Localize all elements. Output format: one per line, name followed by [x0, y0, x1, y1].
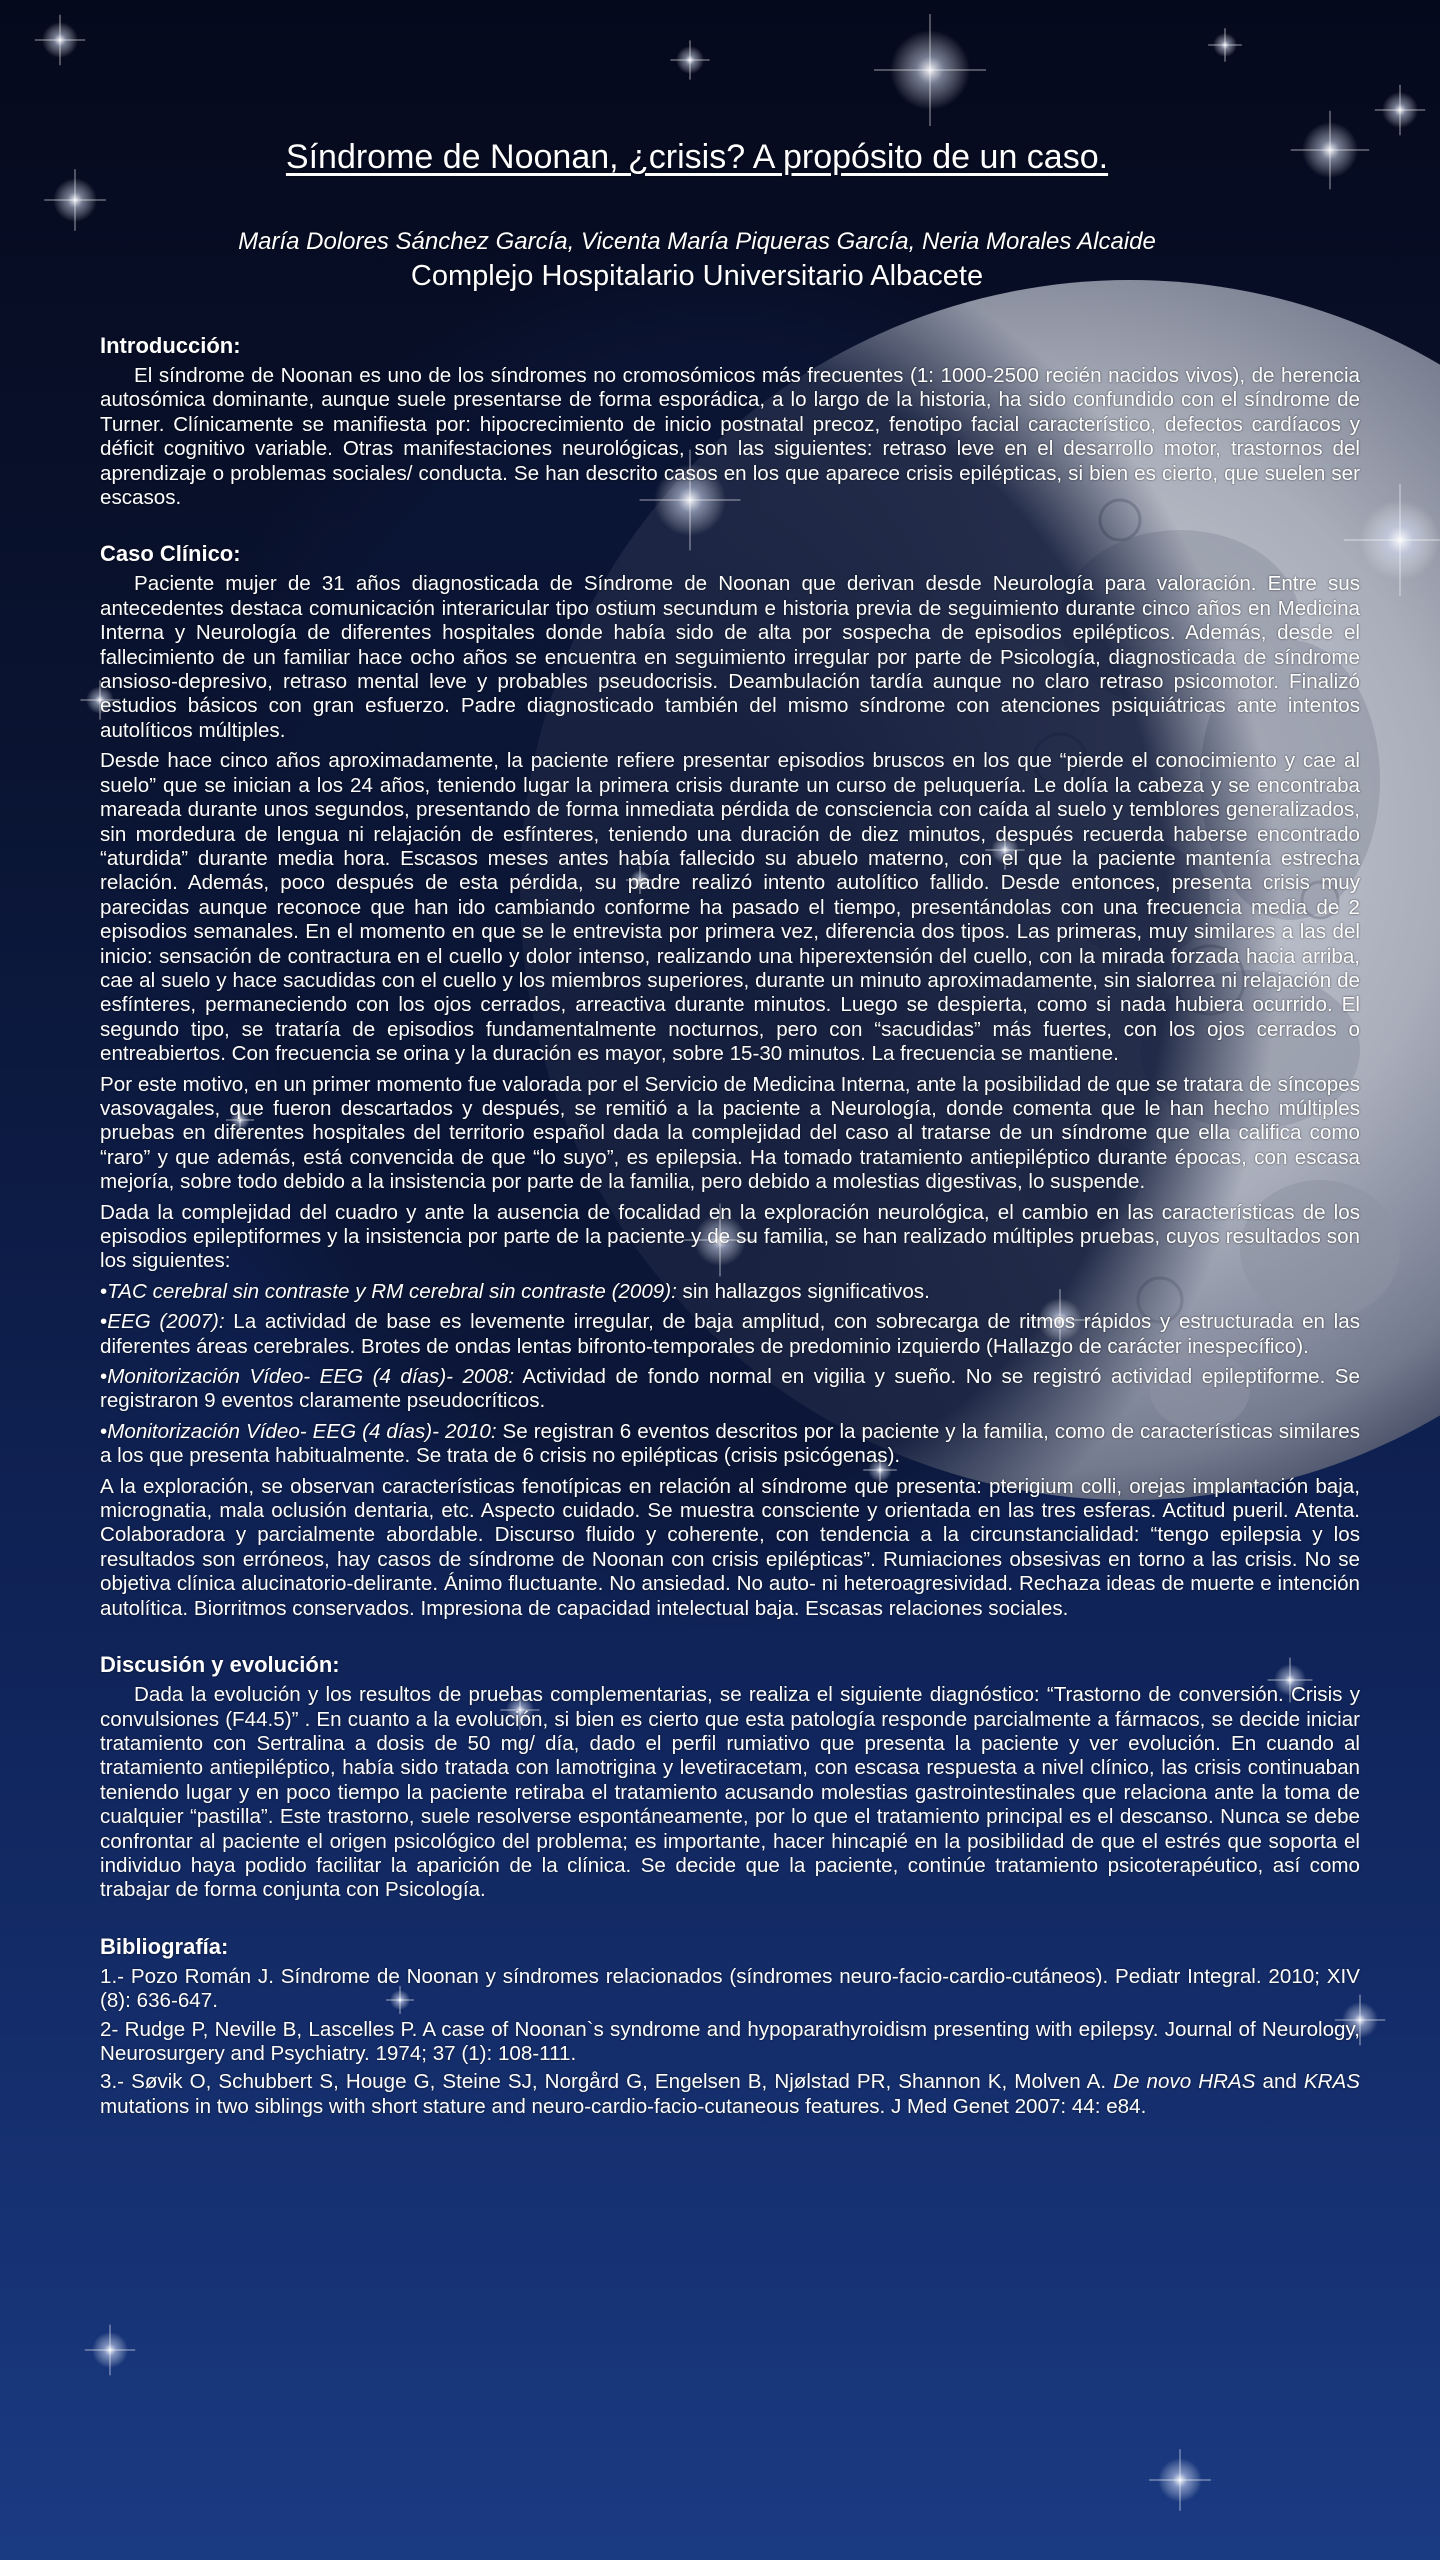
test-result-text: Actividad de fondo normal en vigilia y sueño. No se registró actividad epileptiforme. Se registraron 9 eventos claramente pseudocríticos.	[100, 1365, 1360, 1413]
test-result-label: EEG (2007):	[107, 1310, 225, 1334]
reference-italic: De novo HRAS	[1113, 2070, 1256, 2094]
case-paragraph: A la exploración, se observan características fenotípicas en relación al síndrome que presenta: pterigium colli, orejas implantación baja, micrognatia, mala oclusión dentaria, etc. Aspecto cuidado. Se muestra consciente y orientada en las tres esferas. Actitud pueril. Atenta. Colaboradora y parcialmente abordable. Discurso fluido y coherente, con tendencia a la circunstancialidad: “tengo epilepsia y los resultados son erróneos, hay casos de síndrome de Noonan con crisis epilépticas”. Rumiaciones obsesivas en torno a las crisis. No se objetiva clínica alucinatorio-delirante. Ánimo fluctuante. No ansiedad. No auto- ni heteroagresividad. Rechaza ideas de muerte e intención autolítica. Biorritmos conservados. Impresiona de capacidad intelectual baja. Escasas relaciones sociales.	[100, 1474, 1360, 1620]
test-result-text: Se registran 6 eventos descritos por la paciente y la familia, como de características similares a los que presenta habitualmente. Se trata de 6 crisis no epilépticas (crisis psicógenas).	[100, 1419, 1360, 1468]
poster	[100, 0, 1360, 2560]
test-result-item: •Monitorización Vídeo- EEG (4 días)- 2010: Se registran 6 eventos descritos por la paciente y la familia, como de características similares a los que presenta habitualmente. Se trata de 6 crisis no epilépticas (crisis psicógenas).	[100, 1419, 1360, 1468]
discussion-heading: Discusión y evolución:	[100, 1652, 340, 1678]
discussion-section	[100, 1651, 1360, 1903]
test-result-item: •EEG (2007): La actividad de base es levemente irregular, de baja amplitud, con sobrecarga de ritmos rápidos y estructurada en las diferentes áreas cerebrales. Brotes de ondas lentas bifronto-temporales de predominio izquierdo (Hallazgo de carácter inespecífico).	[100, 1310, 1360, 1358]
case-paragraph: Paciente mujer de 31 años diagnosticada de Síndrome de Noonan que derivan desde Neurología para valoración. Entre sus antecedentes destaca comunicación interaricular tipo ostium secundum e historia previa de seguimiento durante cinco años en Medicina Interna y Neurología de diferentes hospitales donde había sido de alta por sospecha de episodios epilépticos. Además, desde el fallecimiento de un familiar hace ocho años se encuentra en seguimiento irregular por parte de Psicología, diagnosticada de síndrome ansioso-depresivo, retraso mental leve y probables pseudocrisis. Deambulación tardía aunque no claro retraso psicomotor. Finalizó estudios básicos con gran esfuerzo. Padre diagnosticado también del mismo síndrome con atenciones psiquiátricas ante intentos autolíticos múltiples.	[100, 572, 1360, 742]
bibliography-heading: Bibliografía:	[100, 1933, 229, 1959]
poster-title: Síndrome de Noonan, ¿crisis? A propósito de un caso.	[285, 138, 1109, 176]
poster-body	[100, 332, 1360, 2149]
case-heading: Caso Clínico:	[100, 541, 241, 567]
case-section	[100, 540, 1360, 1621]
reference-italic: KRAS	[1303, 2070, 1360, 2094]
poster-institution: Complejo Hospitalario Universitario Albacete	[410, 260, 984, 292]
test-result-text: sin hallazgos significativos.	[676, 1279, 930, 1303]
case-paragraph: Desde hace cinco años aproximadamente, la paciente refiere presentar episodios bruscos en los que “pierde el conocimiento y cae al suelo” que se inician a los 24 años, teniendo lugar la primera crisis durante un curso de peluquería. Le dolía la cabeza y se encontraba mareada durante unos segundos, presentando de forma inmediata pérdida de consciencia con caída al suelo y temblores generalizados, sin mordedura de lengua ni relajación de esfínteres, teniendo una duración de diez minutos, después recuerda haberse encontrado “aturdida” durante media hora. Escasos meses antes había fallecido su abuelo materno, con el que la paciente mantenía estrecha relación. Además, poco después de esta pérdida, su padre realizó intento autolítico fallido. Desde entonces, presenta crisis muy parecidas aunque reconoce que han ido cambiando conforme ha pasado el tiempo, presentándolas con una frecuencia media de 2 episodios semanales. En el momento en que se le entrevista por primera vez, diferencia dos tipos. Las primeras, muy similares a las del inicio: sensación de contractura en el cuello y dolor intenso, realizando una hiperextensión del cuello, con la mirada forzada hacia arriba, cae al suelo y hace sacudidas con el cuello y los miembros superiores, durante un minuto aproximadamente, sin sialorrea ni relajación de esfínteres, permaneciendo con los ojos cerrados, arreactiva durante minutos. Luego se despierta, como si nada hubiera ocurrido. El segundo tipo, se trataría de episodios fundamentalmente nocturnos, pero con “sacudidas” más fuertes, con los ojos cerrados o entreabiertos. Con frecuencia se orina y la duración es mayor, sobre 15-30 minutos. La frecuencia se mantiene.	[100, 749, 1360, 1066]
reference-text: mutations in two siblings with short stature and neuro-cardio-facio-cutaneous features. J Med Genet 2007: 44: e84.	[100, 2094, 1147, 2118]
test-result-text: La actividad de base es levemente irregular, de baja amplitud, con sobrecarga de ritmos rápidos y estructurada en las diferentes áreas cerebrales. Brotes de ondas lentas bifronto-temporales de predominio izquierdo (Hallazgo de carácter inespecífico).	[100, 1310, 1360, 1358]
bibliography-section	[100, 1933, 1360, 2119]
reference-text: and	[1255, 2070, 1304, 2094]
discussion-text: Dada la evolución y los resultos de pruebas complementarias, se realiza el siguiente diagnóstico: “Trastorno de conversión. Crisis y convulsiones (F44.5)” . En cuanto a la evolución, si bien es cierto que esta patología responde parcialmente a fármacos, se decide iniciar tratamiento con Sertralina a dosis de 50 mg/ día, dado el perfil rumiativo que presenta la paciente y ver evolución. En cuando al tratamiento antiepiléptico, había sido tratada con lamotrigina y levetiracetam, con escasa respuesta a nivel clínico, las crisis continuaban teniendo lugar y en poco tiempo la paciente retiraba el tratamiento acusando molestias gastrointestinales que relaciona ante la toma de cualquier “pastilla”. Este trastorno, suele resolverse espontáneamente, por lo que el tratamiento principal es el descanso. Nunca se debe confrontar al paciente el origen psicológico del problema; es importante, hacer hincapié en la posibilidad de que el estrés que soporta el individuo haya podido facilitar la aparición de la clínica. Se decide que la paciente, continúe tratamiento psicoterapéutico, así como trabajar de forma conjunta con Psicología.	[100, 1683, 1360, 1902]
reference-item: 1.- Pozo Román J. Síndrome de Noonan y síndromes relacionados (síndromes neuro-facio-cardio-cutáneos). Pediatr Integral. 2010; XIV (8): 636-647.	[100, 1964, 1360, 2013]
reference-text: 3.- Søvik O, Schubbert S, Houge G, Steine SJ, Norgård G, Engelsen B, Njølstad PR, Shannon K, Molven A.	[100, 2070, 1114, 2094]
introduction-text: El síndrome de Noonan es uno de los síndromes no cromosómicos más frecuentes (1: 1000-2500 recién nacidos vivos), de herencia autosómica dominante, aunque suele presentarse de forma esporádica, a lo largo de la historia, ha sido confundido con el síndrome de Turner. Clínicamente se manifiesta por: hipocrecimiento de inicio postnatal precoz, fenotipo facial característico, defectos cardíacos y déficit cognitivo variable. Otras manifestaciones neurológicas, son las siguientes: retraso leve en el desarrollo motor, trastornos del aprendizaje o problemas sociales/ conducta. Se han descrito casos en los que aparece crisis epilépticas, si bien es cierto, que suelen ser escasos.	[100, 364, 1360, 510]
reference-item: 2- Rudge P, Neville B, Lascelles P. A case of Noonan`s syndrome and hypoparathyroidism presenting with epilepsy. Journal of Neurology, Neurosurgery and Psychiatry. 1974; 37 (1): 108-111.	[100, 2017, 1360, 2065]
test-result-label: Monitorización Vídeo- EEG (4 días)- 2008:	[107, 1365, 515, 1389]
test-result-label: TAC cerebral sin contraste y RM cerebral sin contraste (2009):	[107, 1279, 677, 1303]
test-result-item: •TAC cerebral sin contraste y RM cerebral sin contraste (2009): sin hallazgos significativos.	[100, 1279, 930, 1303]
test-result-item: •Monitorización Vídeo- EEG (4 días)- 2008: Actividad de fondo normal en vigilia y sueño. No se registró actividad epileptiforme. Se registraron 9 eventos claramente pseudocríticos.	[100, 1365, 1360, 1413]
introduction-heading: Introducción:	[100, 333, 241, 358]
poster-authors: María Dolores Sánchez García, Vicenta María Piqueras García, Neria Morales Alcaide	[238, 228, 1156, 255]
case-paragraph: Dada la complejidad del cuadro y ante la ausencia de focalidad en la exploración neurológica, el cambio en las características de los episodios epileptiformes y la insistencia por parte de la paciente y de su familia, se han realizado múltiples pruebas, cuyos resultados son los siguientes:	[100, 1200, 1360, 1273]
reference-item	[100, 2070, 1360, 2119]
test-result-label: Monitorización Vídeo- EEG (4 días)- 2010:	[107, 1419, 497, 1443]
case-paragraph: Por este motivo, en un primer momento fue valorada por el Servicio de Medicina Interna, ante la posibilidad de que se tratara de síncopes vasovagales, que fueron descartados y después, se remitió a la paciente a Neurología, donde comenta que le han hecho múltiples pruebas en diferentes hospitales del territorio español dada la complejidad del caso al tratarse de un síndrome que ella califica como “raro” y que además, está convencida de que “lo suyo”, es epilepsia. Ha tomado tratamiento antiepiléptico durante épocas, con escasa mejoría, sobre todo debido a la insistencia por parte de la familia, pero debido a molestias digestivas, lo suspende.	[100, 1072, 1360, 1194]
introduction-section	[100, 332, 1360, 510]
